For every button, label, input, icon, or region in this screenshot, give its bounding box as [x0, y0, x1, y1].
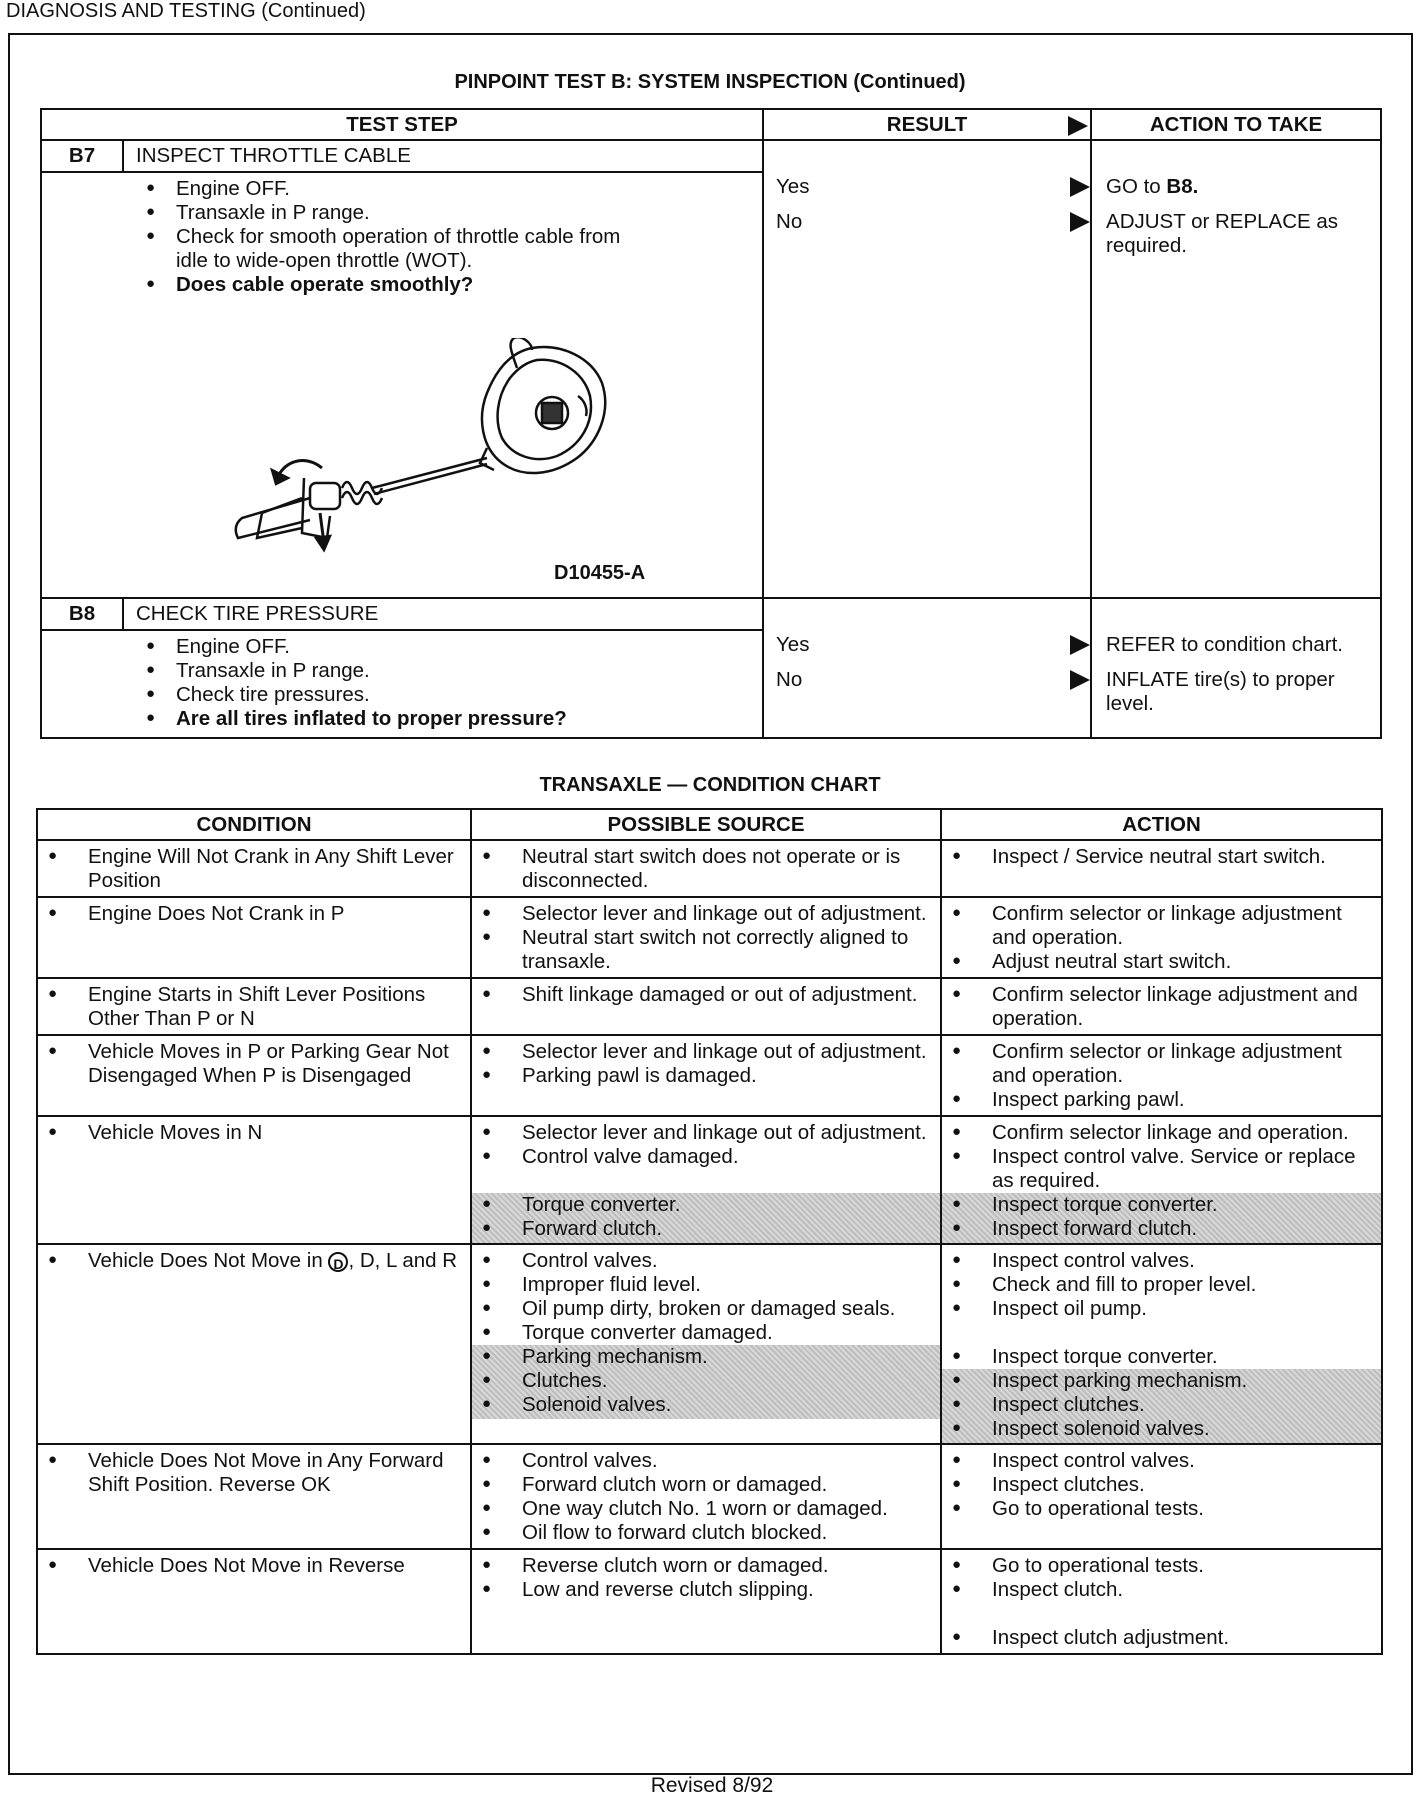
b8-title-row: [41, 598, 1381, 630]
action-item: ● Confirm selector or linkage adjustment and operation.: [948, 1040, 1375, 1088]
throttle-cable-diagram: [232, 338, 652, 588]
source-item: ● Parking pawl is damaged.: [478, 1064, 934, 1088]
source-item: ● Shift linkage damaged or out of adjustment.: [478, 983, 934, 1007]
source-item: ● Clutches.: [478, 1369, 940, 1393]
test-step-header: TEST STEP: [41, 109, 763, 140]
condition-header: CONDITION: [37, 809, 471, 840]
source-item: ● Neutral start switch not correctly aligned to transaxle.: [478, 926, 934, 974]
source-header: POSSIBLE SOURCE: [471, 809, 941, 840]
condition-text: ● Engine Starts in Shift Lever Positions Other Than P or N: [44, 983, 464, 1031]
shaded-sources: [472, 1193, 940, 1243]
action-header: ACTION: [941, 809, 1382, 840]
action-item: ● Inspect control valves.: [948, 1449, 1375, 1473]
b8-body: [41, 630, 763, 738]
b8-step-number: B8: [41, 598, 123, 630]
action-item: ● Inspect parking mechanism.: [948, 1369, 1381, 1393]
b7-item: ● Transaxle in P range.: [142, 201, 652, 225]
page-footer: Revised 8/92: [650, 1774, 774, 1797]
source-item: ● Low and reverse clutch slipping.: [478, 1578, 934, 1602]
b8-item-question: ● Are all tires inflated to proper pressure?: [142, 707, 682, 731]
b8-result-yes: Yes: [764, 633, 1090, 668]
condition-text: ● Vehicle Does Not Move in Reverse: [44, 1554, 464, 1578]
action-item: ● Inspect control valves.: [948, 1249, 1381, 1273]
action-item: ● Inspect clutch.: [948, 1578, 1375, 1602]
source-item: ● Selector lever and linkage out of adjustment.: [478, 902, 934, 926]
source-item: ● Forward clutch worn or damaged.: [478, 1473, 934, 1497]
condition-chart-table: [36, 808, 1383, 1655]
source-item: ● Selector lever and linkage out of adjustment.: [478, 1040, 934, 1064]
b8-results: [763, 598, 1091, 738]
b7-item-question: ● Does cable operate smoothly?: [142, 273, 652, 297]
b7-title-row: [41, 140, 1381, 172]
condition-row: [37, 897, 1382, 978]
b8-action-no: INFLATE tire(s) to proper level.: [1106, 668, 1335, 715]
action-item: ● Inspect clutches.: [948, 1473, 1375, 1497]
b7-action-yes: GO to B8.: [1106, 175, 1199, 198]
source-item: ● Torque converter.: [478, 1193, 940, 1217]
source-item: ● One way clutch No. 1 worn or damaged.: [478, 1497, 934, 1521]
arrow-icon: [1070, 212, 1090, 232]
action-item: ● Adjust neutral start switch.: [948, 950, 1375, 974]
action-item: ● Inspect torque converter.: [948, 1193, 1381, 1217]
action-item: ● Confirm selector linkage and operation.: [948, 1121, 1381, 1145]
shaded-actions: [942, 1369, 1381, 1443]
source-item: ● Control valves.: [478, 1449, 934, 1473]
condition-chart-title: TRANSAXLE — CONDITION CHART: [539, 774, 881, 796]
source-item: ● Parking mechanism.: [478, 1345, 940, 1369]
action-item: ● Check and fill to proper level.: [948, 1273, 1381, 1297]
b7-checklist: [142, 177, 652, 297]
b7-step-title: INSPECT THROTTLE CABLE: [123, 140, 763, 172]
pinpoint-header-row: [41, 109, 1381, 140]
arrow-icon: [1070, 635, 1090, 655]
condition-text: ● Vehicle Moves in P or Parking Gear Not Disengaged When P is Disengaged: [44, 1040, 464, 1088]
condition-row: [37, 840, 1382, 897]
b7-result-yes: Yes: [764, 175, 1090, 210]
b7-body: [41, 172, 763, 598]
b7-item: ● Engine OFF.: [142, 177, 652, 201]
result-header: RESULT: [763, 109, 1091, 140]
action-item: ● Inspect control valve. Service or replace as required.: [948, 1145, 1381, 1193]
figure-label: D10455-A: [554, 562, 646, 584]
condition-row: [37, 1035, 1382, 1116]
shaded-actions: [942, 1193, 1381, 1243]
page-header: DIAGNOSIS AND TESTING (Continued): [6, 0, 366, 22]
action-item: ● Inspect parking pawl.: [948, 1088, 1375, 1112]
b8-step-title: CHECK TIRE PRESSURE: [123, 598, 763, 630]
source-item: ● Forward clutch.: [478, 1217, 940, 1241]
source-item: ● Oil flow to forward clutch blocked.: [478, 1521, 934, 1545]
action-item: ● Inspect clutch adjustment.: [948, 1626, 1375, 1650]
b7-result-no: No: [764, 210, 1090, 245]
arrow-icon: [1070, 177, 1090, 197]
b8-result-no: No: [764, 668, 1090, 703]
condition-text: ● Vehicle Moves in N: [44, 1121, 464, 1145]
source-item: ● Control valves.: [478, 1249, 940, 1273]
pinpoint-test-table: [40, 108, 1382, 739]
action-header: ACTION TO TAKE: [1091, 109, 1381, 140]
result-arrow-icon: [1068, 116, 1088, 136]
shaded-sources: [472, 1345, 940, 1419]
action-item: ● Inspect forward clutch.: [948, 1217, 1381, 1241]
b8-action-yes: REFER to condition chart.: [1106, 633, 1344, 656]
b7-item: ● Check for smooth operation of throttle cable from idle to wide-open throttle (WOT).: [142, 225, 652, 273]
condition-row: [37, 1244, 1382, 1444]
source-item: ● Solenoid valves.: [478, 1393, 940, 1417]
b7-results: [763, 140, 1091, 598]
condition-text: ● Vehicle Does Not Move in D , D, L and R: [44, 1249, 464, 1273]
b7-step-number: B7: [41, 140, 123, 172]
action-item: ● Inspect torque converter.: [948, 1345, 1381, 1369]
b8-item: ● Transaxle in P range.: [142, 659, 682, 683]
action-item: ● Go to operational tests.: [948, 1554, 1375, 1578]
condition-row: [37, 1116, 1382, 1244]
b8-item: ● Check tire pressures.: [142, 683, 682, 707]
b7-action-no: ADJUST or REPLACE as required.: [1106, 210, 1339, 257]
condition-text: ● Vehicle Does Not Move in Any Forward Shift Position. Reverse OK: [44, 1449, 464, 1497]
condition-header-row: [37, 809, 1382, 840]
action-item: ● Inspect / Service neutral start switch.: [948, 845, 1375, 869]
condition-row: [37, 1549, 1382, 1654]
action-item: ● Inspect clutches.: [948, 1393, 1381, 1417]
pinpoint-test-title: PINPOINT TEST B: SYSTEM INSPECTION (Continued): [454, 71, 966, 93]
source-item: ● Selector lever and linkage out of adjustment.: [478, 1121, 940, 1145]
action-item: ● Inspect solenoid valves.: [948, 1417, 1381, 1441]
b8-item: ● Engine OFF.: [142, 635, 682, 659]
condition-text: ● Engine Will Not Crank in Any Shift Lever Position: [44, 845, 464, 893]
source-item: ● Reverse clutch worn or damaged.: [478, 1554, 934, 1578]
source-item: ● Torque converter damaged.: [478, 1321, 940, 1345]
condition-row: [37, 1444, 1382, 1549]
action-item: ● Inspect oil pump.: [948, 1297, 1381, 1321]
arrow-icon: [1070, 670, 1090, 690]
action-item: ● Go to operational tests.: [948, 1497, 1375, 1521]
source-item: ● Improper fluid level.: [478, 1273, 940, 1297]
action-item: ● Confirm selector or linkage adjustment and operation.: [948, 902, 1375, 950]
condition-row: [37, 978, 1382, 1035]
source-item: ● Control valve damaged.: [478, 1145, 940, 1169]
overdrive-symbol-icon: D: [328, 1252, 348, 1272]
b7-actions: [1091, 140, 1381, 598]
condition-text: ● Engine Does Not Crank in P: [44, 902, 464, 926]
source-item: ● Oil pump dirty, broken or damaged seals.: [478, 1297, 940, 1321]
b8-actions: [1091, 598, 1381, 738]
action-item: ● Confirm selector linkage adjustment and operation.: [948, 983, 1375, 1031]
b8-checklist: [142, 635, 682, 731]
source-item: ● Neutral start switch does not operate or is disconnected.: [478, 845, 934, 893]
